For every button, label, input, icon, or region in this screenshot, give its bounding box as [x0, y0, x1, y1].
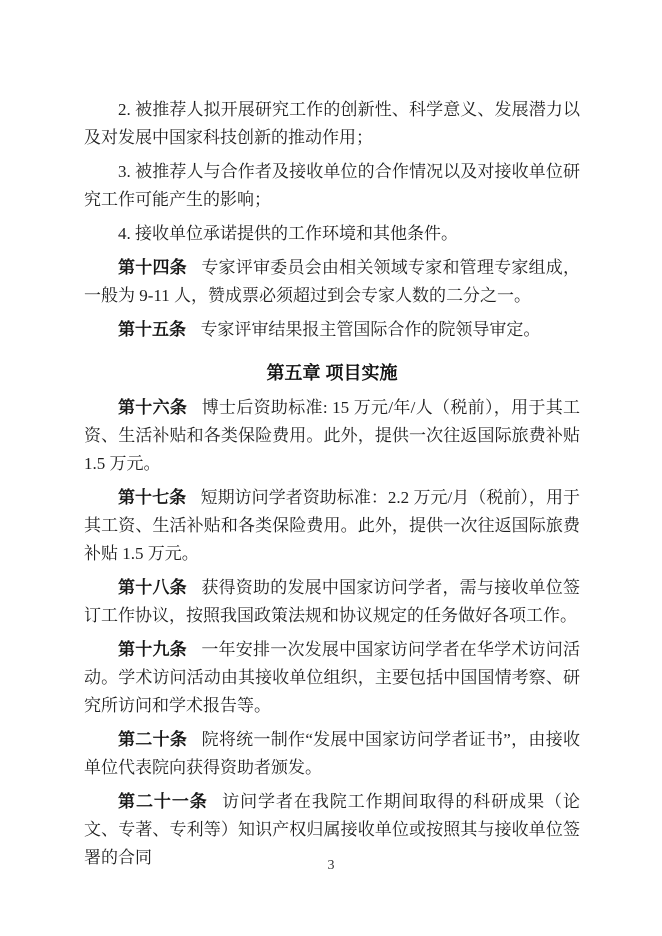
paragraph-text: 获得资助的发展中国家访问学者，需与接收单位签订工作协议，按照我国政策法规和协议规定的任务做好各项工作。: [84, 578, 580, 625]
paragraph-text: 2. 被推荐人拟开展研究工作的创新性、科学意义、发展潜力以及对发展中国家科技创新的推动作用；: [84, 100, 580, 147]
article-number: 第十五条: [118, 320, 186, 339]
paragraph-text: 3. 被推荐人与合作者及接收单位的合作情况以及对接收单位研究工作可能产生的影响；: [84, 162, 580, 209]
article-number: 第二十一条: [118, 792, 208, 811]
paragraph-text: 短期访问学者资助标准：2.2 万元/月（税前），用于其工资、生活补贴和各类保险费用。此外，提供一次往返国际旅费补贴 1.5 万元。: [84, 488, 581, 563]
paragraph-text: 专家评审委员会由相关领域专家和管理专家组成，一般为 9-11 人，赞成票必须超过到会专家人数的二分之一。: [84, 258, 580, 305]
paragraph-text: 专家评审结果报主管国际合作的院领导审定。: [200, 320, 541, 339]
article-number: 第十六条: [118, 398, 188, 417]
paragraph: [84, 574, 580, 630]
content-area: [84, 90, 580, 878]
paragraph: [84, 220, 580, 248]
article-number: 第十九条: [118, 640, 187, 659]
paragraph: [84, 726, 580, 782]
paragraph: [84, 158, 580, 214]
paragraph: [84, 484, 580, 568]
article-number: 第二十条: [118, 730, 188, 749]
paragraph: [84, 316, 580, 344]
paragraph-text: 4. 接收单位承诺提供的工作环境和其他条件。: [118, 224, 458, 243]
paragraph-text: 博士后资助标准: 15 万元/年/人（税前），用于其工资、生活补贴和各类保险费用。此外，提供一次往返国际旅费补贴 1.5 万元。: [84, 398, 581, 473]
article-number: 第十七条: [118, 488, 187, 507]
paragraph: [84, 394, 580, 478]
paragraph-text: 访问学者在我院工作期间取得的科研成果（论文、专著、专利等）知识产权归属接收单位或按照其与接收单位签署的合同: [84, 792, 581, 867]
article-number: 第十四条: [118, 258, 187, 277]
section-heading: 第五章 项目实施: [266, 363, 398, 383]
paragraph-text: 一年安排一次发展中国家访问学者在华学术访问活动。学术访问活动由其接收单位组织，主要包括中国国情考察、研究所访问和学术报告等。: [84, 640, 580, 715]
paragraph: [84, 96, 580, 152]
page-number: 3: [327, 858, 335, 873]
paragraph: [84, 254, 580, 310]
article-number: 第十八条: [118, 578, 187, 597]
paragraph: [84, 636, 580, 720]
paragraph-text: 院将统一制作“发展中国家访问学者证书”，由接收单位代表院向获得资助者颁发。: [84, 730, 581, 777]
